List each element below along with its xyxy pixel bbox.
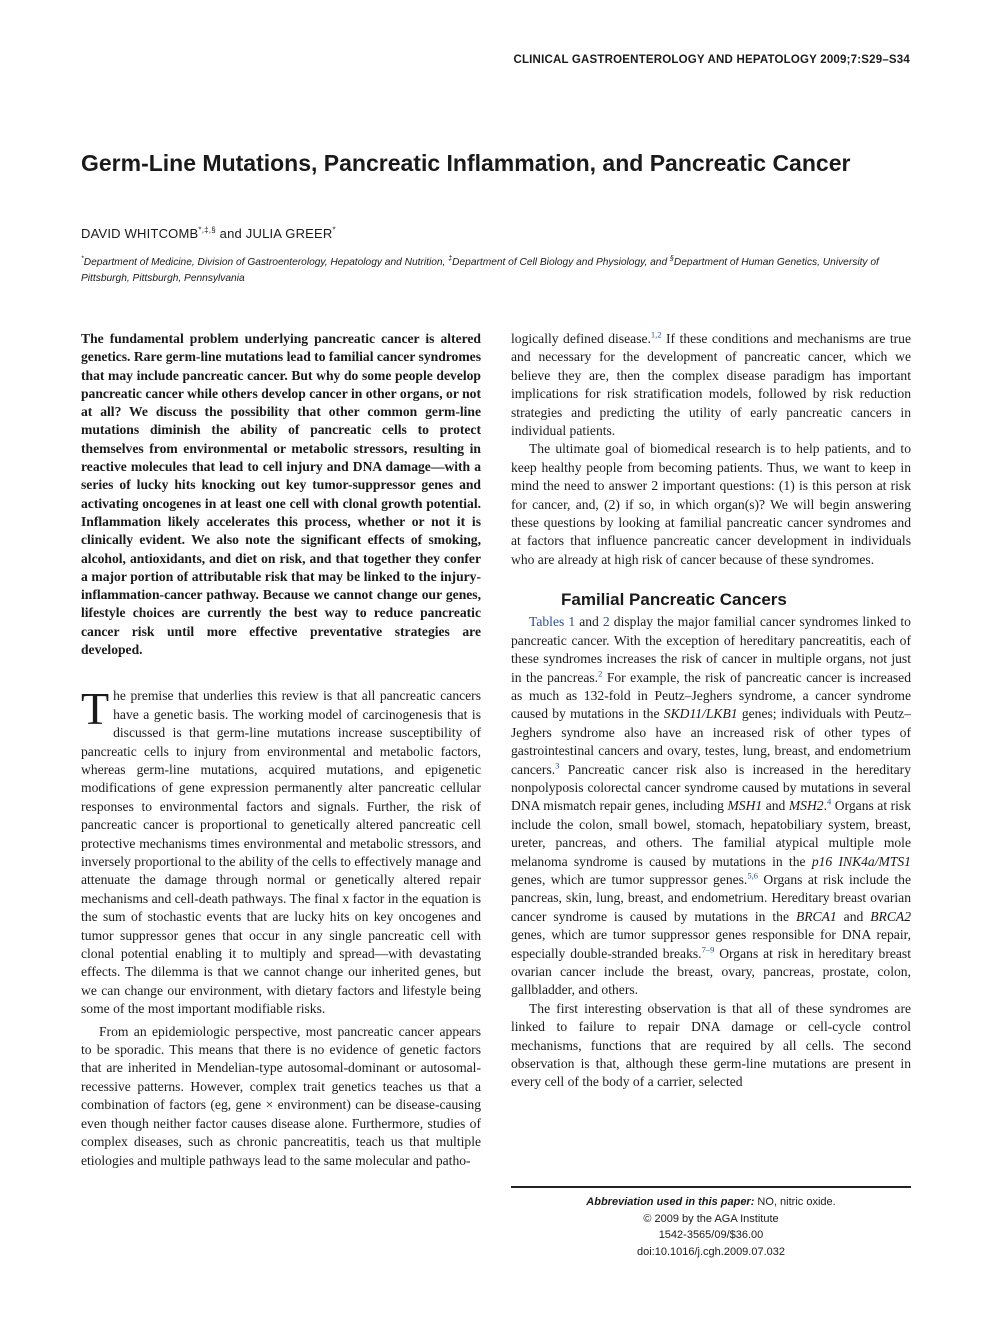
reference-link[interactable]: 3 — [555, 760, 560, 770]
paragraph-text: and — [575, 614, 603, 630]
author-name: JULIA GREER — [245, 226, 333, 241]
paragraph-text: he premise that underlies this review is that all pancreatic cancers have a genetic basis. The working model of carcinogenesis that is discussed is that germ-line mutations increase susceptibility of pancreatic cells to injury from environmental and metabolic factors, whereas germ-line mutations, acquired mutations, and epigenetic modifications of gene expression permanently alter pancreatic cellular responses to environmental factors and signals. Further, the risk of pancreatic cancer is proportional to genetically altered pancreatic cell protective mechanisms times environmental and metabolic stressors, and inversely proportional to the ability of the cells to effectively manage and attenuate the damage through normal or genetically altered repair mechanisms and cell-death pathways. The final x factor in the equation is the sum of stochastic events that are lucky hits on key oncogenes and tumor suppressor genes that occur in any single pancreatic cell with clonal potential enabling it to multiply and spread—with devastating effects. The dilemma is that we cannot change our inherited genes, but we can change our environment, with dietary factors and lifestyle being some of the most important modifiable risks. — [81, 688, 481, 1017]
affiliation-mark: ‡ — [448, 255, 453, 263]
paragraph-text: and — [762, 798, 789, 814]
reference-link[interactable]: 4 — [827, 796, 832, 807]
author-line — [81, 226, 336, 241]
abstract: The fundamental problem underlying pancreatic cancer is altered genetics. Rare germ-line mutations lead to familial cancer syndromes that may include pancreatic cancer. But why do some people develop pancreatic cancer while others develop cancer in other organs, or not at all? We discuss the possibility that other common germ-line mutations diminish the ability of pancreatic cells to protect themselves from environmental or metabolic stressors, resulting in reactive molecules that lead to cell injury and DNA damage—with a series of lucky hits knocking out key tumor-suppressor genes and activating oncogenes in at least one cell with clonal growth potential. Inflammation likely accelerates this process, whether or not it is clinically evident. We also note the significant effects of smoking, alcohol, antioxidants, and diet on risk, and that together they confer a major portion of attributable risk that may be linked to the injury-inflammation-cancer pathway. Because we cannot change our genes, lifestyle choices are currently the best way to reduce pancreatic cancer risk until more effective preventative strategies are developed. — [81, 331, 481, 658]
affiliation-mark: § — [669, 255, 674, 263]
doi[interactable]: doi:10.1016/j.cgh.2009.07.032 — [636, 1245, 786, 1258]
gene-name: BRCA2 — [870, 908, 911, 924]
paragraph-text: Organs at risk include the pancreas, skin, lung, breast, and endometrium. Hereditary breast ovarian cancer syndrome is caused by mutations in the — [511, 871, 912, 924]
body-paragraph — [81, 683, 481, 1018]
table-1-link[interactable]: 1 — [568, 614, 576, 630]
article-title: Germ-Line Mutations, Pancreatic Inflammation, and Pancreatic Cancer — [81, 150, 851, 176]
left-column — [81, 330, 481, 1170]
body-paragraph: The ultimate goal of biomedical research is to help patients, and to keep healthy people from becoming patients. Thus, we want to keep in mind the need to answer 2 important questions: (1) is this person at risk for cancer, and, (2) if so, in which organ(s)? We will begin answering these questions by looking at familial pancreatic cancer syndromes and at factors that influence pancreatic cancer development in individuals who are already at high risk of cancer because of these syndromes. — [511, 441, 911, 567]
body-paragraph: From an epidemiologic perspective, most pancreatic cancer appears to be sporadic. This means that there is no evidence of genetic factors that are inherited in Mendelian-type autosomal-dominant or autosomal-recessive patterns. However, complex trait genetics teaches us that a combination of factors (eg, gene × environment) can be disease-causing even though neither factor causes disease alone. Furthermore, studies of complex diseases, such as chronic pancreatitis, teach us that multiple etiologies and multiple pathways lead to the same molecular and patho- — [81, 1023, 481, 1168]
reference-link[interactable]: 7–9 — [701, 944, 715, 955]
gene-name: SKD11/LKB1 — [663, 706, 738, 722]
abbreviation-note — [511, 1194, 911, 1211]
section-heading: Familial Pancreatic Cancers — [561, 590, 787, 610]
paragraph-text: genes, which are tumor suppressor genes responsible for DNA repair, especially double-stranded breaks. — [511, 927, 911, 961]
gene-name: BRCA1 — [795, 908, 837, 924]
paragraph-text: genes; individuals with Peutz–Jeghers syndrome also have an increased risk of other types of gastrointestinal cancers and ovary, testes, lung, breast, and endometrium cancers. — [511, 706, 911, 777]
paragraph-text: display the major familial cancer syndromes linked to pancreatic cancer. With the exception of hereditary pancreatitis, each of these syndromes increases the risk of cancer in multiple organs, not just in the pancreas. — [511, 614, 911, 685]
paragraph-text: logically defined disease. — [511, 331, 651, 346]
abbreviation-label: Abbreviation used in this paper: — [586, 1196, 755, 1208]
paragraph-text: and — [836, 908, 871, 924]
gene-name: MSH2 — [788, 798, 824, 814]
affiliation-text: Department of Human Genetics, University of Pittsburgh, Pittsburgh, Pennsylvania — [81, 257, 879, 284]
author-name: DAVID WHITCOMB — [81, 226, 199, 241]
reference-link[interactable]: 1,2 — [650, 329, 662, 340]
right-column — [511, 330, 911, 1092]
paragraph-text: Pancreatic cancer risk also is increased in the hereditary nonpolyposis colorectal cancer syndrome caused by mutations in several DNA mismatch repair genes, including — [511, 761, 911, 814]
footnote-block — [511, 1186, 911, 1260]
affiliation-text: Department of Medicine, Division of Gastroenterology, Hepatology and Nutrition, — [83, 257, 449, 268]
author-conjunction: and — [215, 226, 246, 241]
paragraph-text: genes, which are tumor suppressor genes. — [511, 871, 748, 887]
tables-link[interactable]: Tables — [529, 614, 565, 630]
author-affiliation-marks: *,‡,§ — [198, 225, 216, 235]
issn: 1542-3565/09/$36.00 — [658, 1229, 764, 1241]
paragraph-text: For example, the risk of pancreatic cancer is increased as much as 132-fold in Peutz–Jeghers syndrome, a cancer syndrome caused by mutations in the — [511, 669, 911, 722]
affiliation-text: Department of Cell Biology and Physiology, and — [452, 257, 670, 268]
body-paragraph: The first interesting observation is that all of these syndromes are linked to failure to repair DNA damage or cell-cycle control mechanisms, functions that are required by all cells. The second observation is that, although these germ-line mutations are present in every cell of the body of a carrier, selected — [511, 1000, 911, 1090]
body-paragraph — [511, 613, 911, 1000]
paragraph-text: If these conditions and mechanisms are true and necessary for the development of pancreatic cancer, which we believe they are, then the complex disease paradigm has important implications for risk stratification models, followed by risk reduction strategies and predicting the utility of early pancreatic cancers in individual patients. — [511, 331, 911, 439]
drop-cap: T — [81, 683, 110, 735]
body-paragraph — [511, 330, 911, 440]
copyright: © 2009 by the AGA Institute — [643, 1212, 779, 1225]
table-2-link[interactable]: 2 — [602, 614, 610, 630]
paragraph-text: Organs at risk include the colon, small bowel, stomach, hepatobiliary system, breast, ureter, pancreas, and others. The familial atypical multiple mole melanoma syndrome is caused by mutations in the — [511, 798, 911, 869]
paragraph-text: . — [823, 798, 828, 814]
reference-link[interactable]: 5,6 — [747, 870, 758, 881]
abbreviation-text: NO, nitric oxide. — [754, 1196, 836, 1208]
paragraph-text: Organs at risk in hereditary breast ovarian cancer include the breast, ovary, pancreas, prostate, colon, gallbladder, and others. — [511, 945, 911, 998]
author-affiliation-marks: * — [332, 225, 336, 235]
gene-name: MSH1 — [727, 798, 763, 814]
reference-link[interactable]: 2 — [598, 667, 603, 678]
affiliations — [81, 255, 911, 287]
running-head: CLINICAL GASTROENTEROLOGY AND HEPATOLOGY 2009;7:S29–S34 — [513, 54, 910, 66]
gene-name: p16 INK4a/MTS1 — [811, 853, 911, 869]
affiliation-mark: * — [81, 255, 84, 263]
